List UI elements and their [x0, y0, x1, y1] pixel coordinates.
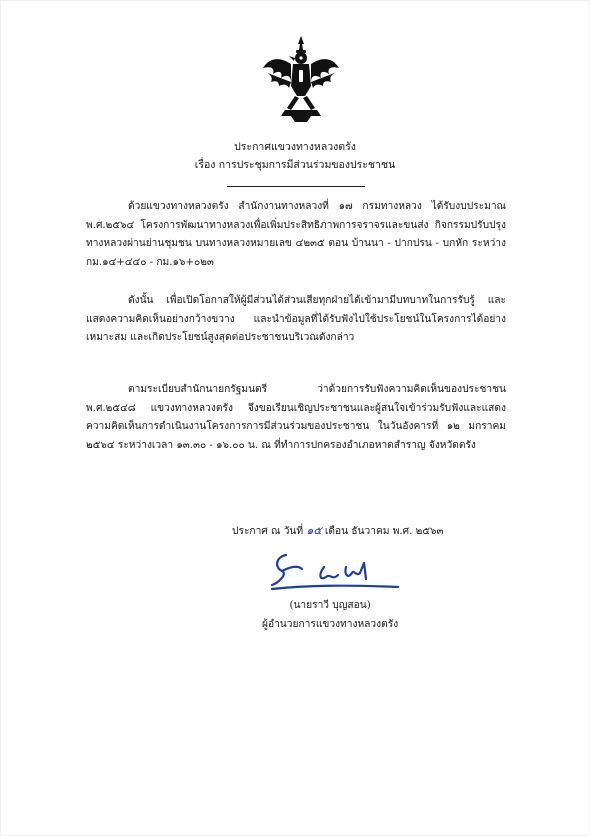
- signer-position: ผู้อำนวยการแขวงทางหลวงตรัง: [262, 619, 399, 630]
- dateline: [232, 522, 443, 541]
- paragraph-2: [86, 292, 506, 348]
- title-divider: [227, 186, 365, 187]
- dateline-prefix: ประกาศ ณ วันที่: [232, 526, 304, 537]
- dateline-day: ๑๕: [306, 524, 322, 537]
- paragraph-1-text: ด้วยแขวงทางหลวงตรัง สำนักงานทางหลวงที่ ๑๗ กรมทางหลวง ได้รับงบประมาณ พ.ศ.๒๕๖๔ โครงการพัฒนาทางหลวงเพื่อเพิ่มประสิทธิภาพการจราจรและขนส่ง กิจกรรมปรับปรุงทางหลวงผ่านย่านชุมชน บนทางหลวงหมายเลข ๔๒๓๕ ตอน บ้านนา - ปากปรน - บกหัก ระหว่าง กม.๑๔+๔๔๐ - กม.๑๖+๐๒๓: [86, 201, 506, 268]
- dateline-suffix: เดือน ธันวาคม พ.ศ. ๒๕๖๓: [324, 526, 444, 537]
- paragraph-3-text: ตามระเบียบสำนักนายกรัฐมนตรี ว่าด้วยการรับฟังความคิดเห็นของประชาชน พ.ศ.๒๕๔๘ แขวงทางหลวงตรัง จึงขอเรียนเชิญประชาชนและผู้สนใจเข้าร่วมรับฟังและแสดงความคิดเห็นการดำเนินงานโครงการการมีส่วนร่วมของประชาชน ในวันอังคารที่ ๑๒ มกราคม ๒๕๖๔ ระหว่างเวลา ๑๓.๓๐ - ๑๖.๐๐ น. ณ ที่ทำการปกครองอำเภอหาดสำราญ จังหวัดตรัง: [86, 384, 506, 451]
- garuda-emblem-icon: [261, 34, 341, 122]
- announcement-heading: [0, 138, 590, 174]
- handwritten-signature-icon: [268, 545, 418, 599]
- paragraph-1: [86, 198, 506, 272]
- signer-block: [262, 596, 398, 634]
- signer-name: (นายราวี บุญสอน): [289, 600, 371, 611]
- paragraph-3: [86, 381, 506, 455]
- paragraph-2-text: ดังนั้น เพื่อเปิดโอกาสให้ผู้มีส่วนได้ส่วนเสียทุกฝ่ายได้เข้ามามีบทบาทในการรับรู้ และแสดงความคิดเห็นอย่างกว้างขวาง และนำข้อมูลที่ได้รับฟังไปใช้ประโยชน์ในโครงการได้อย่างเหมาะสม และเกิดประโยชน์สูงสุดต่อประชาชนบริเวณดังกล่าว: [86, 295, 506, 343]
- subject-line: เรื่อง การประชุมการมีส่วนร่วมของประชาชน: [194, 159, 396, 171]
- announcement-title: ประกาศแขวงทางหลวงตรัง: [234, 141, 356, 153]
